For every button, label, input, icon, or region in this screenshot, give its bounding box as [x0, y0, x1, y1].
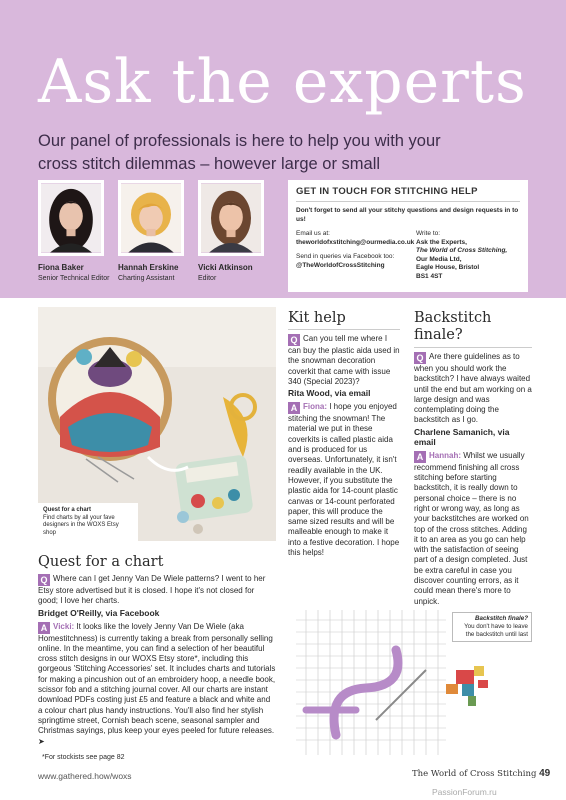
write-label: Write to:	[416, 230, 441, 237]
expert-role: Editor	[198, 275, 217, 282]
email-link[interactable]: theworldofxstitching@ourmedia.co.uk	[296, 238, 415, 246]
backstitch-heading: Backstitch finale?	[414, 310, 532, 348]
address-line: Our Media Ltd,	[416, 255, 462, 263]
address-line: Ask the Experts,	[416, 238, 467, 246]
email-label: Email us at:	[296, 230, 330, 237]
facebook-link[interactable]: @TheWorldofCrossStitching	[296, 261, 385, 269]
stockists-note: *For stockists see page 82	[42, 753, 125, 761]
answer-badge: A	[288, 402, 300, 414]
expert-card	[118, 180, 188, 282]
contact-intro: Don't forget to send all your stitchy questions and design requests in to us!	[296, 207, 519, 223]
backstitch-asker: Charlene Samanich, via email	[414, 426, 510, 447]
quest-section	[38, 554, 276, 763]
expert-name: Fiona Baker	[38, 263, 84, 272]
quest-answer-name: Vicki:	[53, 621, 75, 631]
page-number: 49	[539, 768, 551, 779]
expert-card	[38, 180, 108, 282]
chart-caption	[452, 612, 532, 642]
avatar	[118, 180, 184, 256]
photo-caption-title: Quest for a chart	[43, 507, 92, 513]
answer-badge: A	[38, 622, 50, 634]
expert-card	[198, 180, 268, 282]
contact-heading: GET IN TOUCH FOR STITCHING HELP	[296, 186, 520, 202]
address-line: BS1 4ST	[416, 272, 443, 280]
backstitch-answer-name: Hannah:	[429, 450, 461, 460]
quest-heading: Quest for a chart	[38, 554, 164, 570]
question-badge: Q	[288, 334, 300, 346]
page-subtitle: Our panel of professionals is here to help you with your cross stitch dilemmas – however large or small	[38, 132, 441, 173]
footer-url[interactable]: www.gathered.how/woxs	[38, 771, 132, 781]
backstitch-answer: Whilst we usually recommend finishing all cross stitching before starting backstitch, it is really down to personal choice – there is no right or wrong way, as long as your backstitches are worked on top of the cross stitches. Adding it to an area as you go can help with the satisfaction of seeing part of a design completed. Just be extra careful in case you discover counting errors, as it could mean there's more to unpick.	[414, 450, 529, 606]
avatar	[198, 180, 264, 256]
address-line: The World of Cross Stitching,	[416, 247, 508, 254]
question-badge: Q	[38, 574, 50, 586]
kit-answer: I hope you enjoyed stitching the snowman! The material we put in these coverkits is called plastic aida and is produced for us overseas. Unfortunately, it isn't readily available in the UK. However, if you substitute the plastic aida for 14-count plastic canvas or 14-count perforated paper, this will produce the same sized results and will be malleable enough to make it into a festive decoration. I hope this helps!	[288, 402, 400, 558]
facebook-label: Send in queries via Facebook too:	[296, 253, 395, 260]
contact-box	[288, 180, 528, 292]
expert-role: Senior Technical Editor	[38, 275, 110, 282]
quest-question: Where can I get Jenny Van De Wiele patterns? I went to her Etsy store advertised but it is closed. I hope it's not closed for good; I love her charts.	[38, 574, 266, 606]
photo-caption-text: Find charts by all your fave designers in the WOXS Etsy shop	[43, 514, 119, 536]
pincushion-photo	[38, 307, 276, 541]
backstitch-section	[414, 310, 532, 607]
kit-question: Can you tell me where I can buy the plastic aida used in the snowman decoration coverkit that came with issue 340 (Special 2023)?	[288, 334, 400, 386]
avatar	[38, 180, 104, 256]
address-line: Eagle House, Bristol	[416, 264, 480, 271]
kit-section	[288, 310, 400, 558]
kit-asker: Rita Wood, via email	[288, 388, 371, 399]
footer-folio	[412, 768, 550, 779]
photo-caption	[38, 503, 138, 541]
expert-name: Vicki Atkinson	[198, 263, 253, 272]
quest-answer: It looks like the lovely Jenny Van De Wiele (aka Homestitchness) is currently taking a break from personally selling online. In the meantime, you can find a selection of her beautiful cross stitch designs in our WOXS Etsy store*, including this gorgeous 'Stitching Accessories' set. It includes charts and tutorials for making a pincushion out of an embroidery hoop, a needle book, scissor fob and a stitching journal cover. All our charts are instant download PDFs costing just £5 and feature a black and white and a colour chart plus handy instructions. You'll also find her stylish springtime street, Cornish beach scene, seasonal sampler and Christmas sayings, plus keep your eyes peeled for future releases. ➤	[38, 621, 276, 746]
expert-role: Charting Assistant	[118, 275, 175, 282]
page-title: Ask the experts	[38, 47, 527, 117]
magazine-name: The World of Cross Stitching	[412, 769, 537, 779]
answer-badge: A	[414, 451, 426, 463]
watermark: PassionForum.ru	[432, 787, 497, 797]
expert-name: Hannah Erskine	[118, 263, 179, 272]
kit-answer-name: Fiona:	[303, 402, 327, 412]
chart-caption-text: You don't have to leave the backstitch until last	[464, 623, 528, 638]
backstitch-question: Are there guidelines as to when you should work the backstitch? I have always waited until the end but am working on a large design and was contemplating doing the backstitch as I go.	[414, 352, 532, 425]
kit-heading: Kit help	[288, 310, 400, 330]
question-badge: Q	[414, 352, 426, 364]
chart-caption-title: Backstitch finale?	[475, 615, 528, 622]
quest-asker: Bridget O'Reilly, via Facebook	[38, 607, 160, 618]
header-banner	[0, 0, 566, 298]
